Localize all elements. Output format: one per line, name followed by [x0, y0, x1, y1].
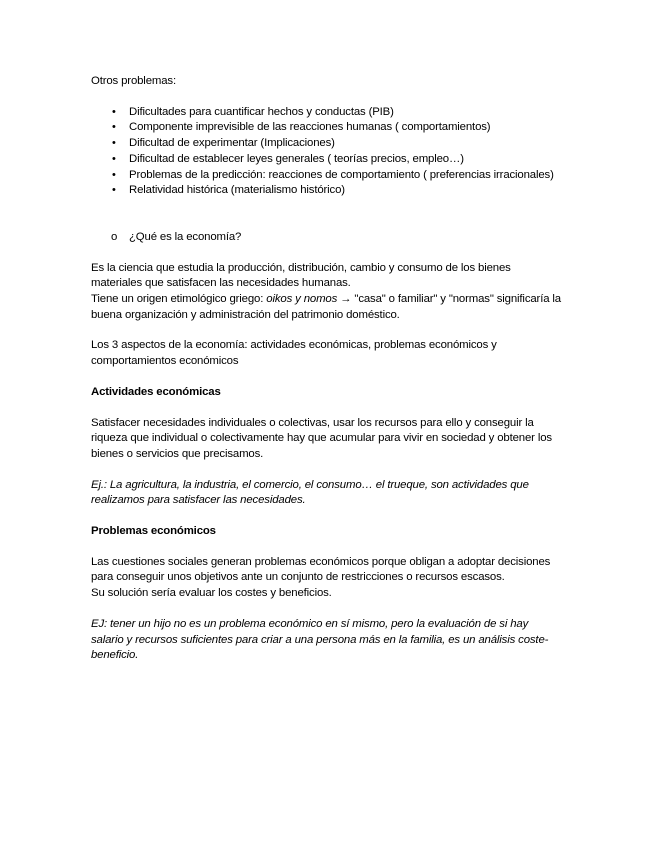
- activities-example: Ej.: La agricultura, la industria, el comercio, el consumo… el trueque, son actividades que realizamos para satisfacer las necesidades.: [91, 478, 529, 507]
- spacer: [91, 199, 561, 230]
- list-item: • Problemas de la predicción: reacciones de comportamiento ( preferencias irracionales): [129, 168, 561, 184]
- spacer: [91, 509, 561, 524]
- spacer: [91, 401, 561, 416]
- spacer: [91, 463, 561, 478]
- spacer: [91, 90, 561, 105]
- spacer: [91, 370, 561, 385]
- question-item: [91, 230, 561, 246]
- list-item: • Componente imprevisible de las reacciones humanas ( comportamientos): [129, 120, 561, 136]
- activities-body: Satisfacer necesidades individuales o colectivas, usar los recursos para ello y conseguir la riqueza que individual o colectivamente hay que acumular para vivir en sociedad y obtener los bienes o servicios que precisamos.: [91, 416, 552, 460]
- spacer: [91, 540, 561, 555]
- bullet-icon: •: [112, 137, 116, 150]
- bullet-icon: •: [112, 168, 116, 181]
- arrow-icon: →: [340, 293, 352, 306]
- section-heading-activities: Actividades económicas: [91, 385, 221, 398]
- spacer: [91, 323, 561, 338]
- list-item: • Dificultad de establecer leyes generales ( teorías precios, empleo…): [129, 152, 561, 168]
- problems-body: Las cuestiones sociales generan problemas económicos porque obligan a adoptar decisiones para conseguir unos objetivos ante un conjunto de restricciones o recursos escasos. Su solución sería evaluar los costes y beneficios.: [91, 555, 551, 600]
- spacer: [91, 246, 561, 261]
- spacer: [91, 602, 561, 617]
- list-item: • Dificultad de experimentar (Implicaciones): [129, 136, 561, 152]
- list-item: • Dificultades para cuantificar hechos y conductas (PIB): [129, 105, 561, 121]
- etymology-term: oikos y nomos: [266, 293, 338, 306]
- aspects-paragraph: Los 3 aspectos de la economía: actividades económicas, problemas económicos y comportamientos económicos: [91, 339, 497, 368]
- definition-paragraph: Es la ciencia que estudia la producción, distribución, cambio y consumo de los bienes materiales que satisfacen las necesidades humanas. Tiene un origen etimológico griego: oikos y nomos → "casa" o familiar" y "normas" significaría la buena organización y administración del patrimonio doméstico.: [91, 261, 561, 321]
- document-page: [91, 74, 561, 664]
- intro-label: Otros problemas:: [91, 75, 176, 87]
- bullet-icon: •: [112, 184, 116, 197]
- circle-bullet-icon: o: [111, 230, 118, 243]
- bullet-icon: •: [112, 152, 116, 165]
- bullet-icon: •: [112, 121, 116, 134]
- bullet-icon: •: [112, 105, 116, 118]
- problems-list: [91, 105, 561, 199]
- problems-example: EJ: tener un hijo no es un problema económico en sí mismo, pero la evaluación de si hay salario y recursos suficientes para criar a una persona más en la familia, es un análisis coste-beneficio.: [91, 617, 549, 662]
- list-item: • Relatividad histórica (materialismo histórico): [129, 183, 561, 199]
- section-heading-problems: Problemas económicos: [91, 525, 216, 538]
- question-text: ¿Qué es la economía?: [129, 230, 242, 243]
